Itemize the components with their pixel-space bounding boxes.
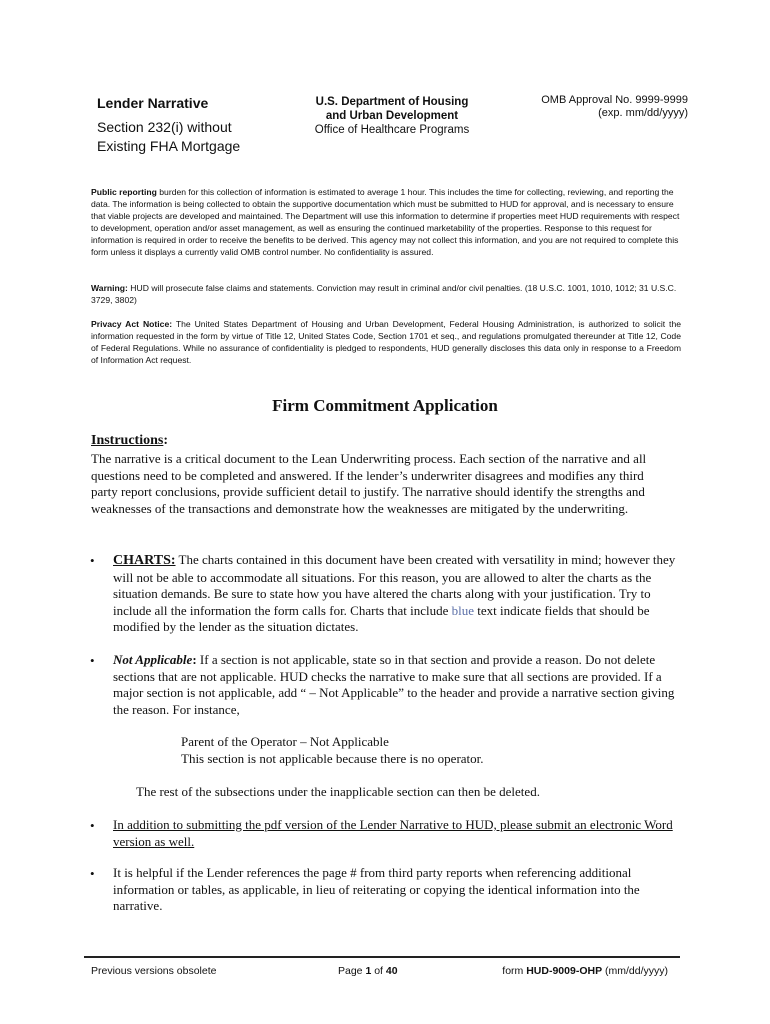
omb-expiration: (exp. mm/dd/yyyy) — [598, 107, 688, 119]
example-line-1: Parent of the Operator – Not Applicable — [181, 734, 389, 749]
public-reporting-notice — [91, 186, 681, 258]
instructions-heading — [91, 433, 168, 449]
public-reporting-text: burden for this collection of information is estimated to average 1 hour. This includes the time for collecting, reviewing, and reporting the data. The information is being collected to obtain the supportive documentation which must be submitted to HUD for approval, and is necessary to ensure that viable projects are developed and maintained. The Department will use this information to determine if properties meet HUD requirements with respect to development, operation and/or asset management, as well as ensuring the continued marketability of the properties. Response to this request for information is required in order to receive the benefits to be derived. This agency may not collect this information, and you are not required to complete this form unless it displays a currently valid OMB control number. No confidentiality is assured. — [91, 187, 680, 257]
subtitle-line-1: Section 232(i) without — [97, 119, 232, 135]
charts-item — [113, 552, 681, 636]
privacy-notice — [91, 318, 681, 366]
charts-text-2: text indicate fields that should be modified by the lender as the situation dictates. — [113, 602, 650, 634]
omb-block — [520, 94, 688, 120]
header-left — [97, 94, 297, 156]
footer-page-number — [338, 965, 398, 977]
charts-blue-word: blue — [451, 602, 475, 618]
footer-obsolete-note: Previous versions obsolete — [91, 965, 217, 977]
instructions-heading-text: Instructions — [91, 433, 164, 448]
privacy-label: Privacy Act Notice: — [91, 319, 173, 329]
document-title: Lender Narrative — [97, 95, 209, 111]
form-id: HUD-9009-OHP — [526, 965, 603, 977]
page-reference-item: It is helpful if the Lender references the page # from third party reports when referencing additional information or tables, as applicable, in lieu of reiterating or copying the identical information into the narrative. — [113, 865, 640, 913]
page-total: 40 — [385, 965, 398, 977]
warning-label: Warning: — [91, 283, 128, 293]
document-subtitle — [97, 118, 297, 156]
charts-text-1: The charts contained in this document have been created with versatility in mind; however they will not be able to accommodate all situations. For this reason, you are allowed to alter the charts as the situation demands. Be sure to state how you have altered the charts along with your justification. Try to include all the information the form calls for. Charts that include — [113, 552, 676, 618]
page-prefix: Page — [338, 965, 366, 977]
warning-notice — [91, 282, 681, 306]
footer-form-id — [502, 965, 668, 977]
example-block — [181, 734, 484, 767]
public-reporting-label: Public reporting — [91, 187, 157, 197]
rest-note: The rest of the subsections under the inapplicable section can then be deleted. — [136, 784, 540, 799]
subtitle-line-2: Existing FHA Mortgage — [97, 138, 241, 154]
office-name: Office of Healthcare Programs — [314, 124, 470, 136]
bullet-icon: • — [90, 866, 95, 881]
page-current: 1 — [365, 965, 372, 977]
warning-text: HUD will prosecute false claims and statements. Conviction may result in criminal and/or civil penalties. (18 U.S.C. 1001, 1010, 1012; 31 U.S.C. 3729, 3802) — [91, 283, 677, 305]
bullet-icon: • — [90, 653, 95, 668]
instructions-paragraph: The narrative is a critical document to the Lean Underwriting process. Each section of the narrative and all questions need to be completed and answered. If the lender’s underwriter disagrees and modifies any third party report conclusions, provide sufficient detail to justify. The narrative should identify the strengths and weaknesses of the transactions and demonstrate how the weaknesses are mitigated by the underwriting. — [91, 451, 647, 516]
form-prefix: form — [502, 965, 527, 977]
word-version-item: In addition to submitting the pdf version of the Lender Narrative to HUD, please submit an electronic Word version as well. — [113, 817, 673, 849]
not-applicable-colon: : — [192, 652, 197, 667]
bullet-icon: • — [90, 553, 95, 568]
not-applicable-item — [113, 652, 681, 718]
agency-line-2: and Urban Development — [325, 110, 459, 122]
omb-approval: OMB Approval No. 9999-9999 — [541, 94, 688, 106]
not-applicable-label: Not Applicable — [113, 652, 193, 667]
agency-line-1: U.S. Department of Housing — [315, 96, 469, 108]
instructions-colon: : — [163, 433, 169, 448]
agency-block — [296, 95, 488, 137]
privacy-text: The United States Department of Housing and Urban Development, Federal Housing Administration, is authorized to solicit the information requested in the form by virtue of Title 12, United States Code, Section 1701 et seq., and regulations promulgated thereunder at Title 12, Code of Federal Regulations. While no assurance of confidentiality is pledged to respondents, HUD generally discloses this data only in response to a Freedom of Information Act request. — [91, 319, 682, 365]
form-suffix: (mm/dd/yyyy) — [602, 965, 668, 977]
bullet-icon: • — [90, 818, 95, 833]
form-title: Firm Commitment Application — [272, 396, 498, 415]
not-applicable-text: If a section is not applicable, state so in that section and provide a reason. Do not delete sections that are not applicable. HUD checks the narrative to make sure that all sections are provided. If a major section is not applicable, add “ – Not Applicable” to the header and provide a narrative section giving the reason. For instance, — [113, 652, 675, 717]
example-line-2: This section is not applicable because there is no operator. — [181, 750, 484, 766]
charts-label: CHARTS: — [113, 553, 176, 568]
footer-divider — [84, 956, 680, 958]
page-of: of — [371, 965, 386, 977]
